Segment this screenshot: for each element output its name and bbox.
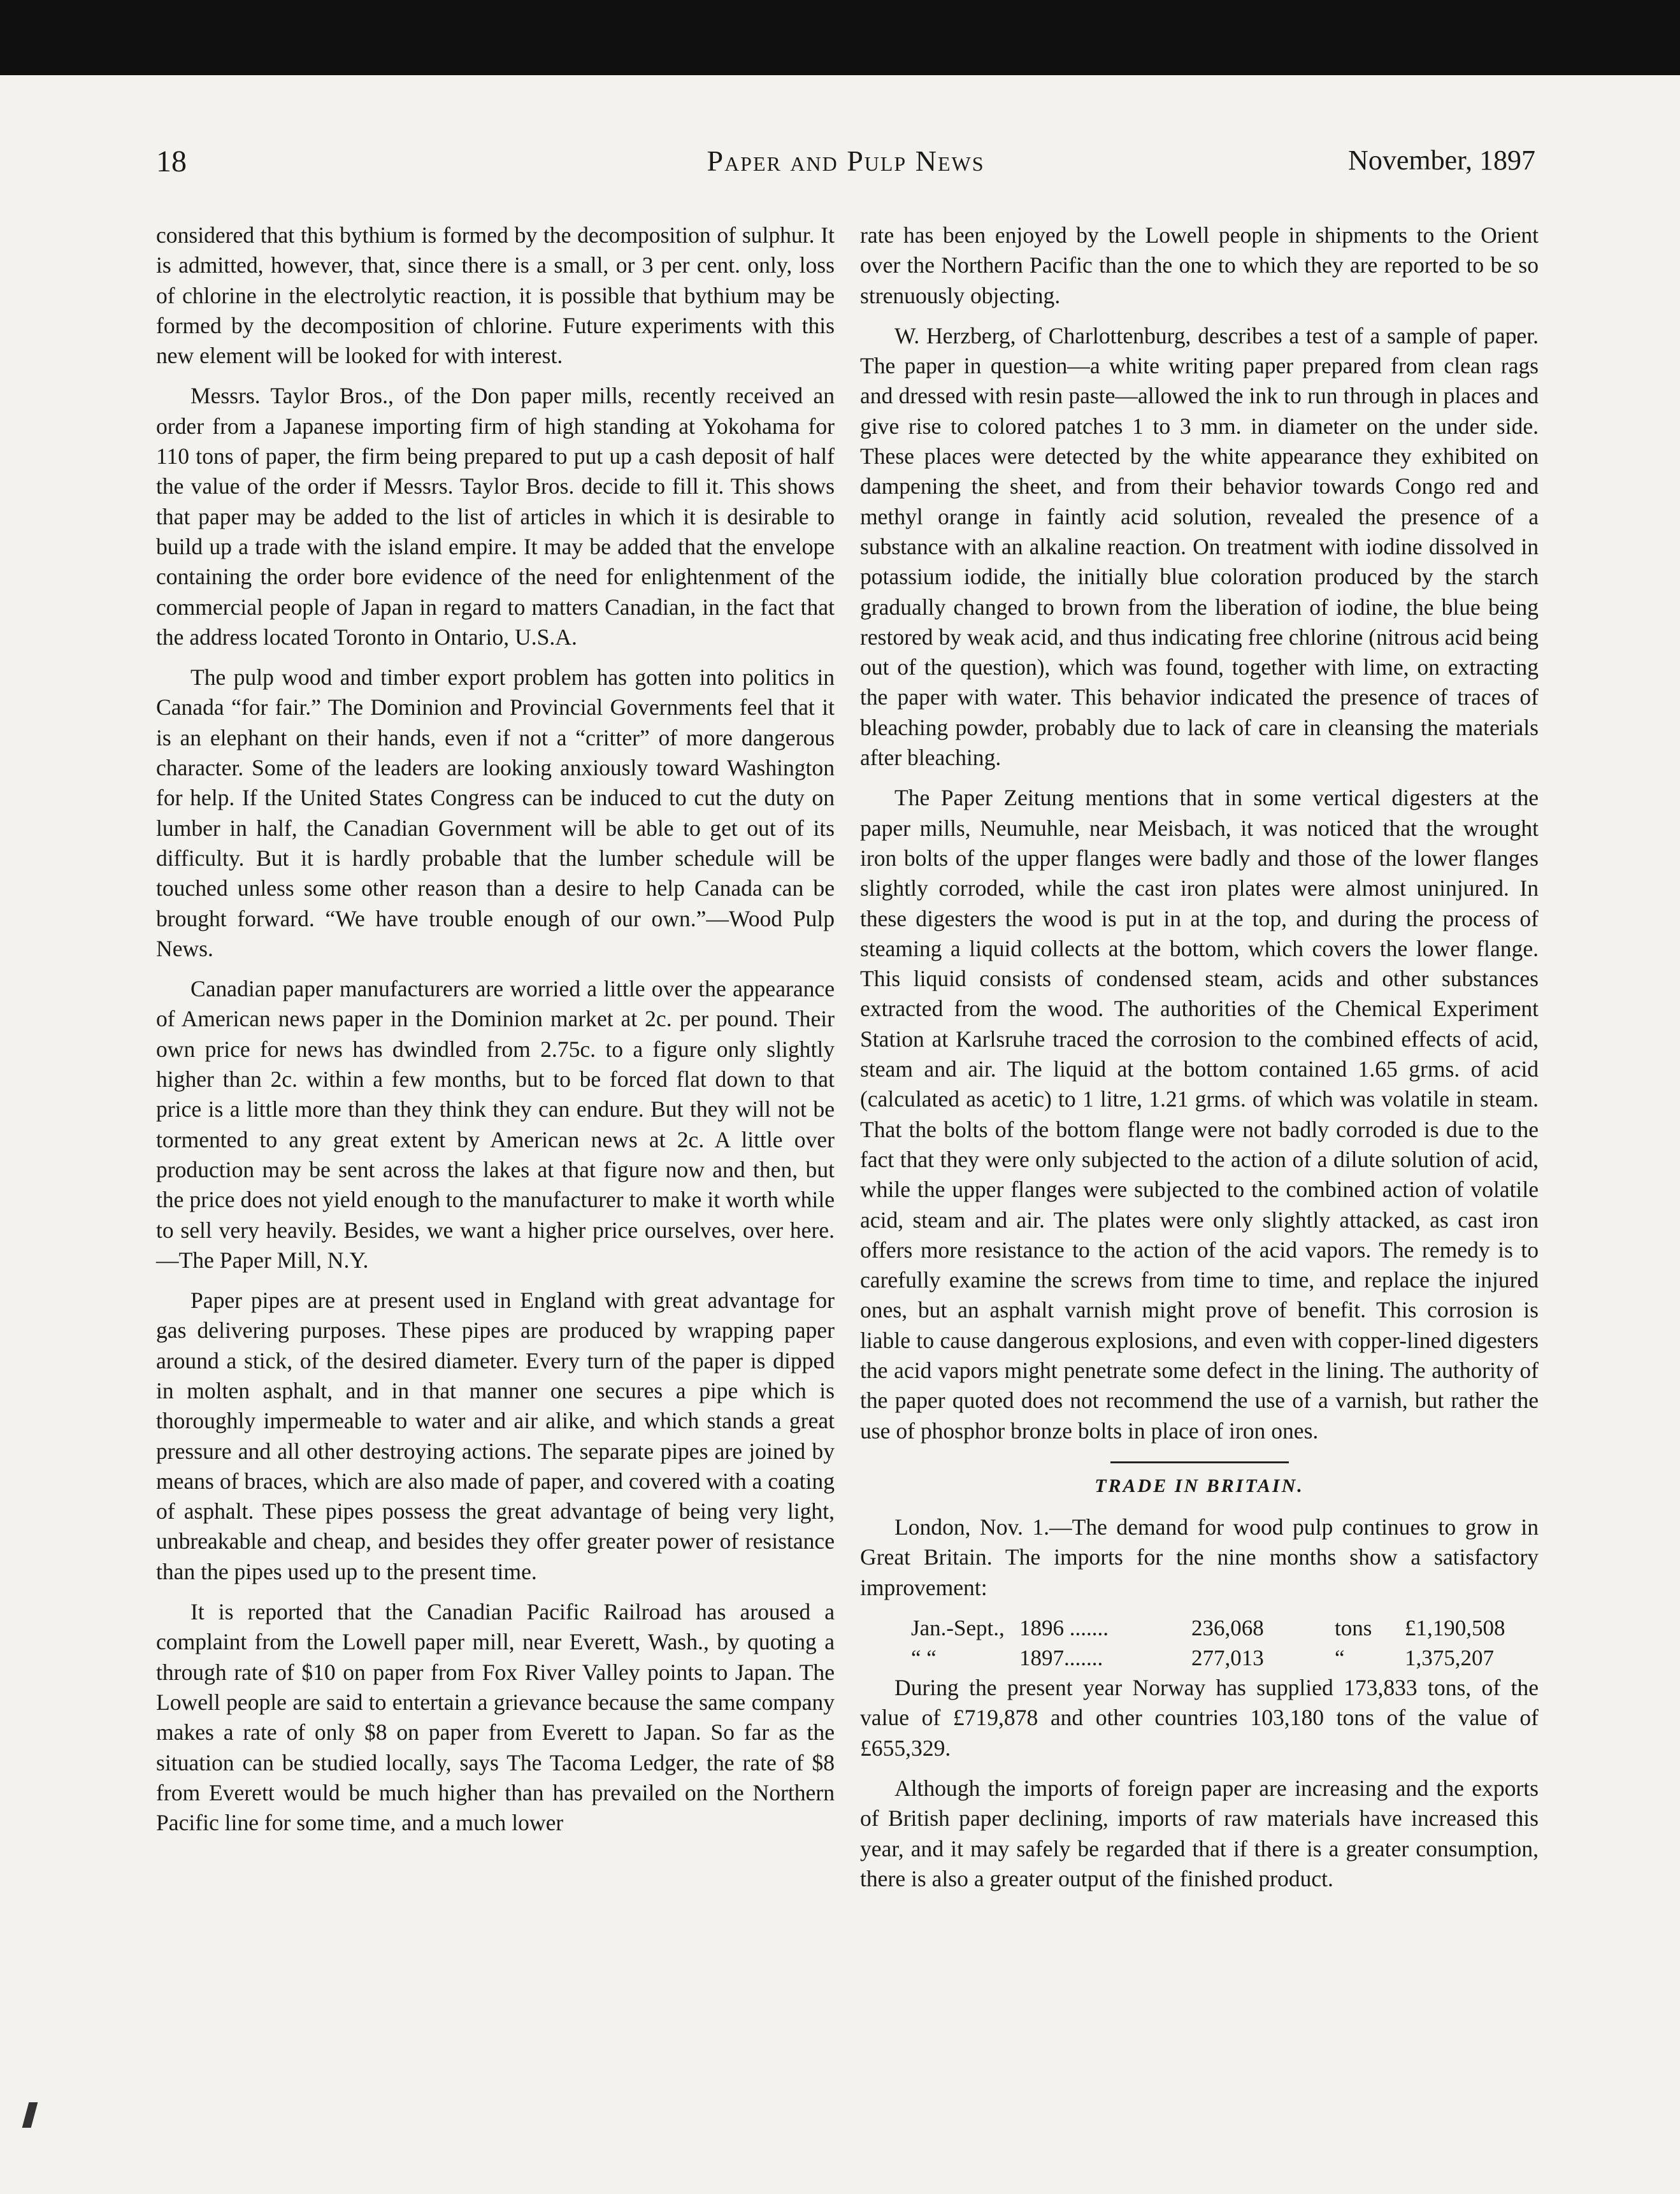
table-cell-value: 1,375,207 (1405, 1646, 1494, 1671)
paragraph: Although the imports of foreign paper are increasing and the exports of British paper declining, imports of raw materials have increased this year, and it may safely be regarded that if there is a greater consumption, there is also a greater output of the finished product. (860, 1775, 1539, 1891)
table-cell-unit: “ (1335, 1646, 1345, 1671)
left-column (156, 220, 835, 1848)
table-cell-year: 1896 ....... (1019, 1616, 1109, 1641)
paragraph: The pulp wood and timber export problem has gotten into politics in Canada “for fair.” The Dominion and Provincial Governments feel that it is an elephant on their hands, even if not a “critter” of more dangerous character. Some of the leaders are looking anxiously toward Washington for help. If the United States Congress can be induced to cut the duty on lumber in half, the Canadian Government will be able to get out of its difficulty. But it is hardly probable that the lumber schedule will be touched unless some other reason than a desire to help Canada can be brought forward. “We have trouble enough of our own.”—Wood Pulp News. (156, 664, 835, 961)
section-heading (860, 1461, 1539, 1501)
paragraph: rate has been enjoyed by the Lowell people in shipments to the Orient over the Northern Pacific than the one to which they are reported to be so strenuously objecting. (860, 222, 1539, 308)
section-title: TRADE IN BRITAIN. (1095, 1475, 1304, 1496)
scan-corner-mark (1591, 38, 1680, 60)
table-cell-period: “ “ (911, 1646, 937, 1671)
paragraph: W. Herzberg, of Charlottenburg, describes a test of a sample of paper. The paper in question—a white writing paper prepared from clean rags and dressed with resin paste—allowed the ink to run through in places and give rise to colored patches 1 to 3 mm. in diameter on the under side. These places were detected by the white appearance they exhibited on dampening the sheet, and from their behavior towards Congo red and methyl orange in faintly acid solution, revealed the presence of a substance with an alkaline reaction. On treatment with iodine dissolved in potassium iodide, the initially blue coloration produced by the starch gradually changed to brown from the liberation of iodine, the blue being restored by weak acid, and thus indicating free chlorine (nitrous acid being out of the question), which was found, together with lime, on extracting the paper with water. This behavior indicated the presence of traces of bleaching powder, probably due to lack of care in cleansing the materials after bleaching. (860, 322, 1539, 771)
paragraph: considered that this bythium is formed by the decomposition of sulphur. It is admitted, however, that, since there is a small, or 3 per cent. only, loss of chlorine in the electrolytic reaction, it is possible that bythium may be formed by the decomposition of chlorine. Future experiments with this new element will be looked for with interest. (156, 222, 835, 369)
table-row (860, 1613, 1539, 1643)
table-cell-period: Jan.-Sept., (911, 1616, 1005, 1641)
heading-rule (1110, 1461, 1289, 1463)
publication-title: Paper and Pulp News (707, 145, 985, 177)
table-row (860, 1643, 1539, 1673)
table-cell-unit: tons (1335, 1616, 1372, 1641)
scan-artifact-icon (22, 2102, 38, 2128)
scan-top-edge (0, 0, 1680, 75)
table-cell-tons: 236,068 (1191, 1616, 1264, 1641)
table-cell-year: 1897....... (1019, 1646, 1103, 1671)
imports-table (860, 1613, 1539, 1673)
paragraph: The Paper Zeitung mentions that in some vertical digesters at the paper mills, Neumuhle, near Meisbach, it was noticed that the wrought iron bolts of the upper flanges were badly and those of the lower flanges slightly corroded, while the cast iron plates were almost uninjured. In these digesters the wood is put in at the top, and during the process of steaming a liquid collects at the bottom, which covers the lower flange. This liquid consists of condensed steam, acids and other substances extracted from the wood. The authorities of the Chemical Experiment Station at Karlsruhe traced the corrosion to the combined effects of acid, steam and air. The liquid at the bottom contained 1.65 grms. of acid (calculated as acetic) to 1 litre, 1.21 grms. of which was volatile in steam. That the bolts of the bottom flange were not badly corroded is due to the fact that they were only subjected to the action of a dilute solution of acid, while the upper flanges were subjected to the combined action of volatile acid, steam and air. The plates were only slightly attacked, as cast iron offers more resistance to the action of the acid vapors. The remedy is to carefully examine the screws from time to time, and replace the injured ones, but an asphalt varnish might prove of benefit. This corrosion is liable to cause dangerous explosions, and even with copper-lined digesters the acid vapors might penetrate some defect in the lining. The authority of the paper quoted does not recommend the use of a varnish, but rather the use of phosphor bronze bolts in place of iron ones. (860, 785, 1539, 1444)
page-header (156, 144, 1535, 189)
issue-date: November, 1897 (1348, 145, 1535, 176)
table-cell-tons: 277,013 (1191, 1646, 1264, 1671)
right-column (860, 220, 1539, 1904)
paragraph: During the present year Norway has supplied 173,833 tons, of the value of £719,878 and other countries 103,180 tons of the value of £655,329. (860, 1675, 1539, 1761)
paragraph: Canadian paper manufacturers are worried a little over the appearance of American news paper in the Dominion market at 2c. per pound. Their own price for news has dwindled from 2.75c. to a figure only slightly higher than 2c. within a few months, but to be forced flat down to that price is a little more than they think they can endure. But they will not be tormented to any great extent by American news at 2c. A little over production may be sent across the lakes at that figure now and then, but the price does not yield enough to the manufacturer to make it worth while to sell very heavily. Besides, we want a higher price ourselves, over here.—The Paper Mill, N.Y. (156, 976, 835, 1273)
table-cell-value: £1,190,508 (1405, 1616, 1505, 1641)
paragraph: Paper pipes are at present used in England with great advantage for gas delivering purposes. These pipes are produced by wrapping paper around a stick, of the desired diameter. Every turn of the paper is dipped in molten asphalt, and in that manner one secures a pipe which is thoroughly impermeable to water and air alike, and which stands a great pressure and all other destroying actions. The separate pipes are joined by means of braces, which are also made of paper, and covered with a coating of asphalt. These pipes possess the great advantage of being very light, unbreakable and cheap, and besides they offer greater power of resistance than the pipes used up to the present time. (156, 1287, 835, 1584)
paragraph: London, Nov. 1.—The demand for wood pulp continues to grow in Great Britain. The imports for the nine months show a satisfactory improvement: (860, 1514, 1539, 1600)
paragraph: Messrs. Taylor Bros., of the Don paper mills, recently received an order from a Japanese importing firm of high standing at Yokohama for 110 tons of paper, the firm being prepared to put up a cash deposit of half the value of the order if Messrs. Taylor Bros. decide to fill it. This shows that paper may be added to the list of articles in which it is desirable to build up a trade with the island empire. It may be added that the envelope containing the order bore evidence of the need for enlightenment of the commercial people of Japan in regard to matters Canadian, in the fact that the address located Toronto in Ontario, U.S.A. (156, 383, 835, 650)
page-number: 18 (156, 145, 187, 178)
paragraph: It is reported that the Canadian Pacific Railroad has aroused a complaint from the Lowell paper mill, near Everett, Wash., by quoting a through rate of $10 on paper from Fox River Valley points to Japan. The Lowell people are said to entertain a grievance because the same company makes a rate of only $8 on paper from Everett to Japan. So far as the situation can be studied locally, says The Tacoma Ledger, the rate of $8 from Everett would be much higher than has prevailed on the Northern Pacific line for some time, and a much lower (156, 1599, 835, 1836)
